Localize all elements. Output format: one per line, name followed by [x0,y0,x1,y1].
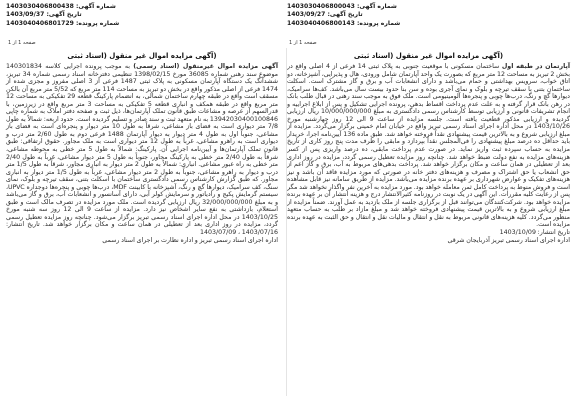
ad-date-label: تاریخ آگهی: [327,11,363,19]
ad-number-label: شماره آگهی: [75,3,116,10]
notice-body [6,63,278,244]
ad-date: 1403/09/37 [6,11,45,19]
file-number-label: شماره پرونده: [356,19,401,27]
ad-number: 1403030406800043 [287,3,355,10]
notice-body-text: به موجب پرونده اجرایی کلاسه 140301834 موضوع سند رهنی شماره 36085 مورخ 1398/02/15 تنظیمی دفترخانه اسناد رسمی شماره 34 تبریز، ششدانگ یک دستگاه آپارتمان مسکونی به پلاک ثبتی 1487 فرعی از 3 اصلی مفروز و مجزی شده از 1474 فرعی از اصلی مذکور واقع در بخش دو تبریز به مساحت 114 متر مربع که 5/52 متر مربع آن بالکن مسقف است واقع در طبقه چهارم ساختمان شمالی، به انضمام پارکینگ قطعه 29 تفکیکی به مساحت 12 متر مربع واقع در طبقه همکف و انباری قطعه 5 تفکیکی به مساحت 3 متر مربع واقع در زیرزمین، با قدرالسهم از عرصه و مشاعات طبق قانون تملک آپارتمان‌ها، ذیل ثبت و صفحه دفتر املاک به شماره چاپی 13942030400100846 به نام متعهد ثبت و سند صادر و تسلیم گردیده است. حدود اربعه: شمالاً به طول 7/8 متر دیواری است به فضای باز مشاعی، شرقاً به طول 10 متر دیوار و پنجره‌ای است به فضای باز مشاعی، جنوباً اول به طول 4 متر دیوار به دیوار آپارتمان 1488 فرعی دوم به طول 2/60 متر درب و دیواری است به راهرو مشاعی، غرباً به طول 12 متر دیواری است به ملک مجاور. حقوق ارتفاقی: طبق قانون تملک آپارتمان‌ها و آیین‌نامه اجرایی آن. پارکینگ: شمالاً به طول 5 متر خطی به محوطه مشاعی، شرقاً به طول 2/40 متر خطی به پارکینگ مجاور، جنوباً به طول 5 متر دیوار مشاعی، غرباً به طول 2/40 متر خطی به راه عبور مشاعی. انباری: شمالاً به طول 2 متر دیوار به انباری مجاور، شرقاً به طول 1/5 متر درب و دیوار به راهرو مشاعی، جنوباً به طول 2 متر دیوار مشاعی، غرباً به طول 1/5 متر دیوار به انباری مجاور. که طبق گزارش کارشناس رسمی دادگستری ساختمان با اسکلت بتنی، سقف تیرچه و بلوک، نمای سنگ، کف سرامیک، دیوارها گچ و رنگ، آشپزخانه با کابینت MDF، درب‌ها چوبی و پنجره‌ها دوجداره UPVC، سیستم گرمایش پکیج و رادیاتور و سرمایش کولر آبی، دارای آسانسور و انشعابات آب، برق و گاز می‌باشد و به مبلغ 32/000/000/000 ریال ارزیابی گردیده است. ملک مورد مزایده در تصرف مالک است و طبق استعلام، بازداشتی به نفع سایر اشخاص نیز دارد. مزایده از ساعت 9 الی 12 روز سه شنبه مورخ 1403/10/25 در محل اداره اجرای اسناد رسمی تبریز برگزار می‌شود. چنانچه روز مزایده تعطیل رسمی گردد، مزایده در روز اداری بعد از تعطیلی در همان ساعت و مکان برگزار خواهد شد. تاریخ انتشار: 1403/07/16 ، 1403/07/09 [6,63,279,237]
file-number-line [6,20,119,28]
page-number: صفحه 1 از 1 [8,40,36,46]
notice-title: (آگهی مزایده اموال غیر منقول (اسناد ثبتی [353,52,504,60]
ad-date: 1403/09/27 [287,11,326,19]
notice-signature: اداره اجرای اسناد رسمی تبریز آذربایجان شرقی [447,236,570,244]
notice-meta [287,3,400,28]
file-number-line [287,20,400,28]
notice-publish-date: تاریخ انتشار: 1403/10/09 [499,229,570,237]
notice-body [287,63,570,244]
notice-body-lead: آپارتمان در طبقه اول [501,63,571,70]
notice-meta [6,3,119,28]
column-divider [286,48,287,396]
file-number-label: شماره پرونده: [75,19,120,27]
file-number: 1403040406800143 [287,19,355,27]
ad-number: 1403030406800438 [6,3,74,10]
notice-body-text: ساختمان مسکونی با موقعیت جنوبی به پلاک ثبتی 14 فرعی از 4 اصلی واقع در بخش 2 تبریز به مساحت 12 متر مربع که بصورت یک واحد آپارتمان شامل ورودی، هال و پذیرایی، آشپزخانه، دو اتاق خواب، سرویس بهداشتی و حمام می‌باشد و دارای انشعابات آب و برق و گاز مشترک است. اسکلت ساختمان بتنی با سقف تیرچه و بلوک و نمای آجری بوده و سن بنا حدود بیست سال می‌باشد. کف‌ها سرامیک، دیوارها گچ و رنگ، درب‌ها چوبی و پنجره‌ها آلومینیومی است. ملک فوق به موجب سند رهنی در قبال طلب بانک در رهن بانک قرار گرفته و به علت عدم پرداخت اقساط بدهی، پرونده اجرایی تشکیل و پس از ابلاغ اجراییه و انجام تشریفات قانونی و ارزیابی توسط کارشناس رسمی دادگستری به مبلغ 10/000/000/000 ریال ارزیابی گردیده و ارزیابی مذکور قطعیت یافته است. جلسه مزایده از ساعت 9 الی 12 روز چهارشنبه مورخ 1403/10/26 در محل اداره اجرای اسناد رسمی تبریز واقع در خیابان امام خمینی برگزار می‌گردد. مزایده از مبلغ ارزیابی شروع و به بالاترین قیمت پیشنهادی نقداً فروخته خواهد شد. طبق ماده 136 آیین‌نامه اجرا، خریدار باید حداقل ده درصد مبلغ پیشنهادی را فی‌المجلس نقداً بپردازد و مابقی را ظرف مدت پنج روز کاری از تاریخ مزایده به حساب سپرده ثبت واریز نماید. در صورت عدم پرداخت مابقی، ده درصد واریزی پس از کسر هزینه‌های مزایده به نفع دولت ضبط خواهد شد. چنانچه روز مزایده تعطیل رسمی گردد، مزایده در روز اداری بعد از تعطیلی در همان ساعت و مکان برگزار خواهد شد. پرداخت بدهی‌های مربوط به آب، برق و گاز اعم از حق انشعاب یا حق اشتراک و مصرف و هزینه‌های دفتر خانه در صورتی که مورد مزایده فاقد آن باشد و نیز هزینه‌های تفکیک و عوارض شهرداری بر عهده برنده مزایده می‌باشد. مزایده از طریق سامانه نیز قابل مشاهده است و فروش منوط به پرداخت کامل ثمن معامله خواهد بود. مورد مزایده به آخرین نفر واگذار نخواهد شد مگر پس از رعایت کلیه مقررات. این آگهی در یک نوبت در روزنامه کثیرالانتشار درج و هزینه انتشار آن بر عهده برنده مزایده خواهد بود. شرکت‌کنندگان می‌توانند قبل از برگزاری جلسه از ملک بازدید به عمل آورند. ضمناً مزایده از مبلغ ارزیابی شروع و به بالاترین قیمت پیشنهادی فروخته خواهد شد و مبلغ مازاد بر طلب به حساب متعهد منظور می‌گردد. کلیه هزینه‌های قانونی مربوط به نقل و انتقال و مالیات نقل و انتقال و حق الثبت به عهده برنده مزایده است. [287,63,571,229]
ad-date-line [287,11,400,19]
ad-date-label: تاریخ آگهی: [46,11,82,19]
ad-date-line [6,11,119,19]
notice-body-lead: آگهی مزایده اموال غیرمنقول (اسناد رسمی) [133,63,278,70]
auction-notice-left [6,0,278,404]
file-number: 1403040406801729 [6,19,74,27]
ad-number-label: شماره آگهی: [356,3,397,10]
auction-notice-right [287,0,570,404]
notice-title: (آگهی مزایده اموال غیر منقول (اسناد ثبتی [67,52,217,60]
page-number: صفحه 1 از 1 [289,40,317,46]
notice-signature: اداره اجرای اسناد رسمی تبریز و اداره نظارت بر اجرای اسناد رسمی [102,236,278,244]
